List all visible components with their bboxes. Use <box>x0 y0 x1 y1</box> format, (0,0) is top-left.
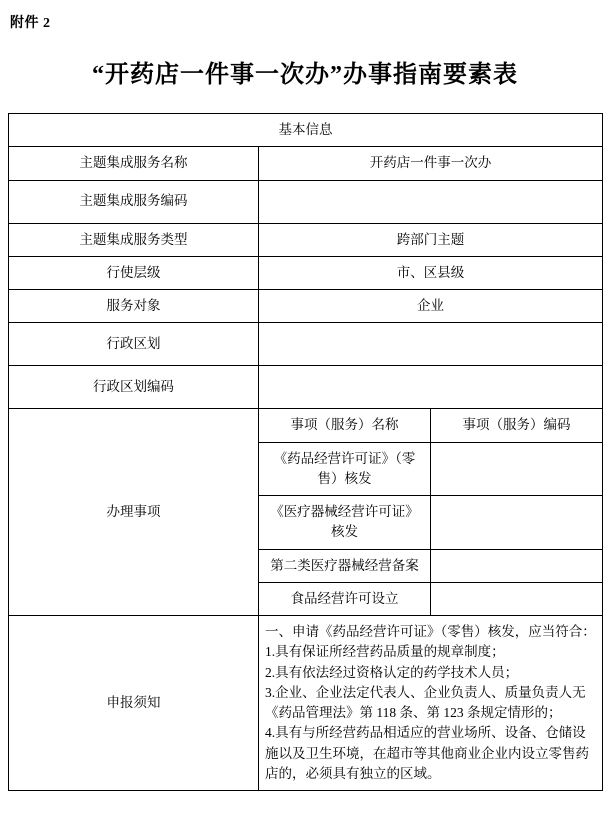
notice-line-1: 一、申请《药品经营许可证》（零售）核发，应当符合： <box>265 624 596 639</box>
row-label-matters: 办理事项 <box>9 409 259 616</box>
table-row <box>9 223 603 256</box>
table-row <box>9 290 603 323</box>
row-value-service-object: 企业 <box>259 290 603 323</box>
table-row-section-header <box>9 114 603 147</box>
row-value-service-type: 跨部门主题 <box>259 223 603 256</box>
table-row <box>9 323 603 366</box>
matter-code-4 <box>431 582 603 615</box>
row-label-authority-level: 行使层级 <box>9 256 259 289</box>
matter-name-2: 《医疗器械经营许可证》核发 <box>259 496 431 550</box>
row-label-admin-division-code: 行政区划编码 <box>9 366 259 409</box>
matter-code-3 <box>431 549 603 582</box>
row-label-service-object: 服务对象 <box>9 290 259 323</box>
row-label-admin-division: 行政区划 <box>9 323 259 366</box>
matters-column-code: 事项（服务）编码 <box>431 409 603 442</box>
row-value-service-code <box>259 180 603 223</box>
row-label-declaration-notice: 申报须知 <box>9 616 259 791</box>
notice-line-4: 3.企业、企业法定代表人、企业负责人、质量负责人无《药品管理法》第 118 条、第 123 条规定情形的； <box>265 684 586 720</box>
table-row <box>9 366 603 409</box>
table-row-notice <box>9 616 603 791</box>
section-header-basic-info: 基本信息 <box>9 114 603 147</box>
notice-line-5: 4.具有与所经营药品相适应的营业场所、设备、仓储设施以及卫生环境，在超市等其他商业企业内设立零售药店的，必须具有独立的区域。 <box>265 725 589 781</box>
guideline-elements-table <box>8 113 603 791</box>
matter-name-1: 《药品经营许可证》（零售）核发 <box>259 442 431 496</box>
row-label-service-code: 主题集成服务编码 <box>9 180 259 223</box>
row-value-authority-level: 市、区县级 <box>259 256 603 289</box>
matter-name-4: 食品经营许可设立 <box>259 582 431 615</box>
attachment-label: 附件 2 <box>10 16 51 31</box>
row-label-service-name: 主题集成服务名称 <box>9 147 259 180</box>
row-label-service-type: 主题集成服务类型 <box>9 223 259 256</box>
matters-column-name: 事项（服务）名称 <box>259 409 431 442</box>
row-value-service-name: 开药店一件事一次办 <box>259 147 603 180</box>
table-row <box>9 256 603 289</box>
notice-line-2: 1.具有保证所经营药品质量的规章制度； <box>265 644 505 660</box>
row-value-admin-division-code <box>259 366 603 409</box>
table-row <box>9 147 603 180</box>
table-row <box>9 180 603 223</box>
table-row-matters-header <box>9 409 603 442</box>
page-title: “开药店一件事一次办”办事指南要素表 <box>92 62 518 88</box>
matter-code-2 <box>431 496 603 550</box>
matter-name-3: 第二类医疗器械经营备案 <box>259 549 431 582</box>
matter-code-1 <box>431 442 603 496</box>
notice-line-3: 2.具有依法经过资格认定的药学技术人员； <box>265 664 519 680</box>
row-value-admin-division <box>259 323 603 366</box>
declaration-notice-content <box>259 616 603 791</box>
